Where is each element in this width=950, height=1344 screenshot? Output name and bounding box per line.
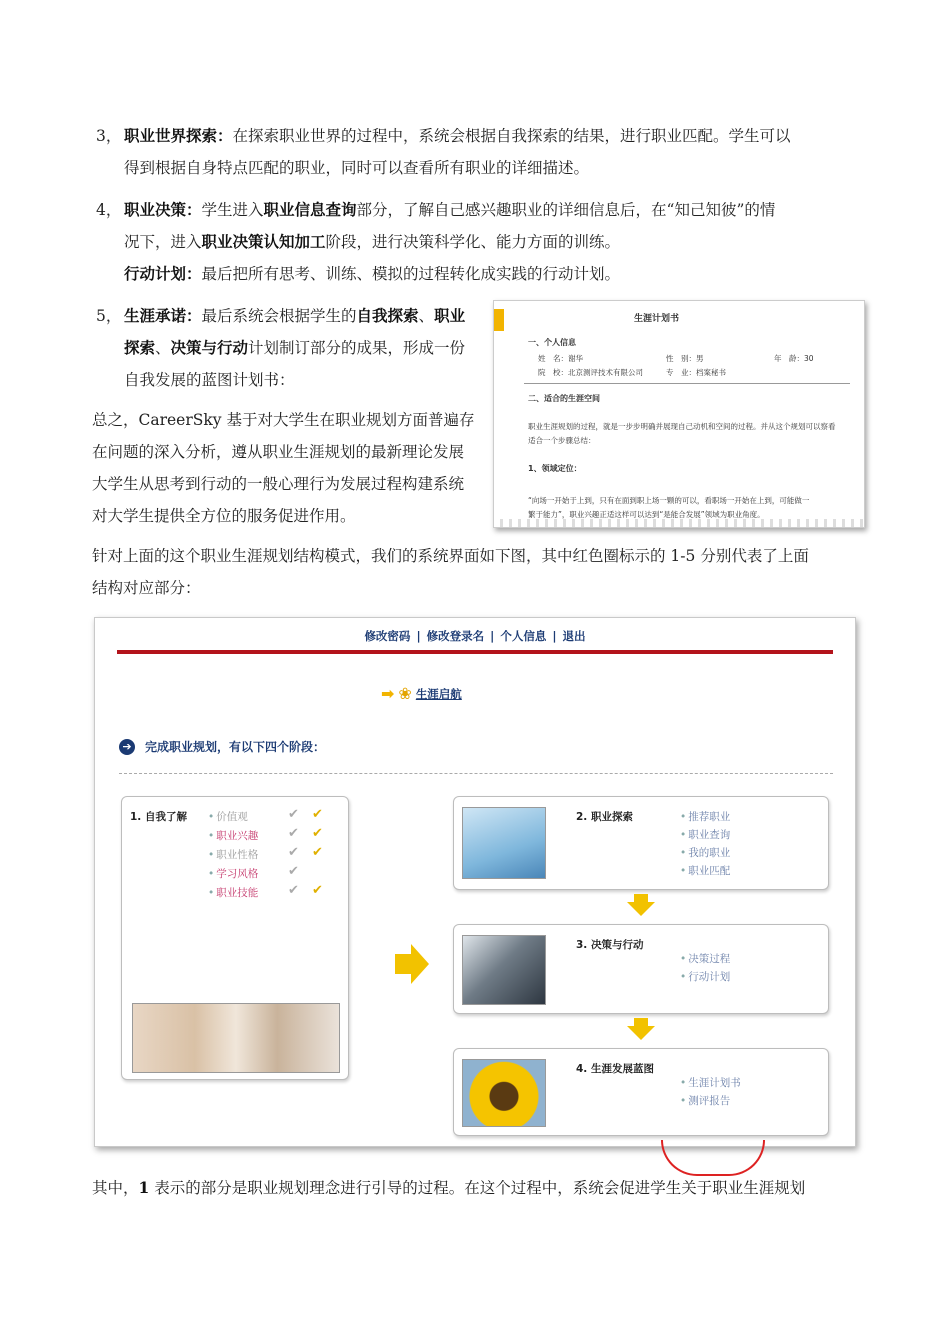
box3-title: 3. 决策与行动 xyxy=(576,939,644,951)
summary-line-1: 总之，CareerSky 基于对大学生在职业规划方面普遍存 xyxy=(92,411,475,429)
seagull-photo xyxy=(462,807,546,879)
home-label: 生涯启航 xyxy=(415,686,462,701)
red-circle-mark xyxy=(661,1140,765,1176)
down-arrow-icon xyxy=(627,1026,655,1040)
down-arrow-stem xyxy=(634,894,648,902)
plan-school: 院 校：北京测评技术有限公司 xyxy=(538,368,643,377)
gold-check-icon: ✔ xyxy=(312,883,323,898)
box2-item-label: 职业查询 xyxy=(688,829,731,841)
pencil-check-icon: ✔ xyxy=(288,807,299,822)
intro-line-2: 结构对应部分： xyxy=(92,579,201,597)
pencil-check-icon: ✔ xyxy=(288,845,299,860)
box1-item-label: 职业技能 xyxy=(216,887,259,899)
box3-item-label: 行动计划 xyxy=(688,971,731,983)
stage-box-self-understanding xyxy=(121,796,349,1080)
down-arrow-stem xyxy=(634,1018,648,1026)
flower-icon: ❀ xyxy=(398,684,412,703)
item-3-number: 3， xyxy=(96,127,122,145)
bullet: • xyxy=(680,971,687,983)
item-5-l1a: 最后系统会根据学生的 xyxy=(201,307,357,325)
item-5-line-1 xyxy=(124,300,494,332)
stage-box-decision-action xyxy=(453,924,829,1014)
item-4-text-a: 学生进入 xyxy=(201,201,264,219)
item-5-line-3: 自我发展的蓝图计划书： xyxy=(124,371,295,389)
bullet: • xyxy=(680,953,687,965)
box3-item-plan[interactable] xyxy=(680,969,730,984)
box4-title: 4. 生涯发展蓝图 xyxy=(576,1063,654,1075)
system-interface-screenshot xyxy=(94,617,856,1147)
item-4-bold-b: 职业信息查询 xyxy=(263,200,357,219)
box2-item-match[interactable] xyxy=(680,863,730,878)
stage-box-development-blueprint xyxy=(453,1048,829,1136)
home-link[interactable] xyxy=(381,684,462,703)
item-5-number: 5， xyxy=(96,307,122,325)
stages-heading-text: 完成职业规划，有以下四个阶段： xyxy=(145,740,326,754)
item-3-text: 在探索职业世界的过程中，系统会根据自我探索的结果，进行职业匹配。学生可以 xyxy=(232,127,791,145)
stage-box-career-exploration xyxy=(453,796,829,890)
intro-line-1: 针对上面的这个职业生涯规划结构模式，我们的系统界面如下图，其中红色圈标示的 1-5 分别代表了上面 xyxy=(92,547,809,565)
pencil-check-icon: ✔ xyxy=(288,826,299,841)
nav-separator: | xyxy=(490,629,495,643)
gold-check-icon: ✔ xyxy=(312,807,323,822)
circle-arrow-icon: ➔ xyxy=(119,739,135,755)
item-5-l2b: 、 xyxy=(155,339,171,357)
closing-b: 1 xyxy=(138,1178,150,1197)
plan-quote-line-1: “向场一开始于上到，只有在面到职上场一颗的可以，看职场一开始在上到，可能做一 xyxy=(528,496,810,505)
plan-title: 生涯计划书 xyxy=(634,314,680,324)
box1-item-skills[interactable] xyxy=(208,885,258,900)
plan-section-1: 一、个人信息 xyxy=(528,338,576,347)
summary-line-4: 对大学生提供全方位的服务促进作用。 xyxy=(92,507,356,525)
pencil-check-icon: ✔ xyxy=(288,864,299,879)
item-5-l2a: 探索 xyxy=(124,338,156,357)
plan-quote-line-2: 繁于能力”，职业兴趣正适这样可以达到“是能合发展”领域为职业角度。 xyxy=(528,510,765,519)
sunflower-photo xyxy=(462,1059,546,1127)
dashed-divider xyxy=(119,773,833,774)
torn-edge xyxy=(494,519,864,527)
nav-separator: | xyxy=(552,629,557,643)
closing-c: 表示的部分是职业规划理念进行引导的过程。在这个过程中，系统会促进学生关于职业生涯规划 xyxy=(149,1179,806,1197)
box1-item-label: 职业性格 xyxy=(216,849,259,861)
box4-item-report[interactable] xyxy=(680,1093,730,1108)
item-4-title: 职业决策： xyxy=(124,200,202,219)
bullet: • xyxy=(680,1095,687,1107)
bullet: • xyxy=(208,887,215,899)
item-5-l2c: 决策与行动 xyxy=(170,338,249,357)
item-5-l1c: 、 xyxy=(418,307,435,325)
plan-name: 姓 名：谢华 xyxy=(538,354,583,363)
plan-age: 年 龄：30 xyxy=(774,354,814,363)
box2-item-label: 职业匹配 xyxy=(688,865,731,877)
item-3-title: 职业世界探索： xyxy=(124,126,233,145)
bullet: • xyxy=(680,865,687,877)
item-4-line-2 xyxy=(124,226,864,258)
item-5-line-2 xyxy=(124,332,494,364)
plan-gender: 性 别：男 xyxy=(666,354,704,363)
box3-item-label: 决策过程 xyxy=(688,953,731,965)
nav-logout[interactable]: 退出 xyxy=(562,629,586,643)
nav-separator: | xyxy=(416,629,421,643)
summary-line-2: 在问题的深入分析，遵从职业生涯规划的最新理论发展 xyxy=(92,443,465,461)
arrow-right-icon: ➡ xyxy=(381,684,395,703)
box2-item-recommend[interactable] xyxy=(680,809,730,824)
top-nav xyxy=(95,628,855,644)
bullet: • xyxy=(680,1077,687,1089)
item-4-l2b: 职业决策认知加工 xyxy=(201,232,326,251)
bullet: • xyxy=(680,829,687,841)
item-4-number: 4， xyxy=(96,201,122,219)
bullet: • xyxy=(208,868,215,880)
box2-item-label: 推荐职业 xyxy=(688,811,731,823)
plan-para-line-1: 职业生涯规划的过程，就是一步步明确并展现自己动机和空间的过程。并从这个规划可以察看 xyxy=(528,422,836,431)
nav-personal-info[interactable]: 个人信息 xyxy=(500,629,547,643)
header-red-rule xyxy=(117,650,833,654)
team-photo xyxy=(132,1003,340,1073)
plan-major: 专 业：档案秘书 xyxy=(666,368,726,377)
box2-item-search[interactable] xyxy=(680,827,730,842)
businessman-photo xyxy=(462,935,546,1005)
closing-line xyxy=(92,1172,872,1204)
plan-accent-bar xyxy=(494,309,504,331)
box1-item-learning-style[interactable] xyxy=(208,866,258,881)
item-3-line-1 xyxy=(124,120,864,152)
item-5-title: 生涯承诺： xyxy=(124,306,202,325)
plan-para-line-2: 适合一个步骤总结： xyxy=(528,436,596,445)
item-5-l1d: 职业 xyxy=(434,306,466,325)
box1-item-label: 职业兴趣 xyxy=(216,830,259,842)
item-5-l2d: 计划制订部分的成果，形成一份 xyxy=(248,339,466,357)
item-4-l2a: 况下，进入 xyxy=(124,233,202,251)
pencil-check-icon: ✔ xyxy=(288,883,299,898)
bullet: • xyxy=(208,811,215,823)
nav-change-login[interactable]: 修改登录名 xyxy=(426,629,485,643)
stages-heading xyxy=(119,738,325,755)
summary-line-3: 大学生从思考到行动的一般心理行为发展过程构建系统 xyxy=(92,475,465,493)
gold-check-icon: ✔ xyxy=(312,845,323,860)
item-3-line-2: 得到根据自身特点匹配的职业，同时可以查看所有职业的详细描述。 xyxy=(124,159,590,177)
box2-item-label: 我的职业 xyxy=(688,847,731,859)
box4-item-label: 生涯计划书 xyxy=(688,1077,741,1089)
career-plan-excerpt xyxy=(493,300,865,528)
box4-item-plan-book[interactable] xyxy=(680,1075,741,1090)
box3-item-process[interactable] xyxy=(680,951,730,966)
box1-item-interest[interactable] xyxy=(208,828,258,843)
box1-item-label: 学习风格 xyxy=(216,868,259,880)
box2-title: 2. 职业探索 xyxy=(576,811,633,823)
item-5-l1b: 自我探索 xyxy=(356,306,419,325)
plan-section-2: 二、适合的生涯空间 xyxy=(528,394,600,403)
bullet: • xyxy=(680,811,687,823)
plan-subsection: 1、领域定位： xyxy=(528,464,582,473)
box1-item-personality[interactable] xyxy=(208,847,258,862)
box1-title: 1. 自我了解 xyxy=(130,811,187,823)
item-4-l3c: 最后把所有思考、训练、模拟的过程转化成实践的行动计划。 xyxy=(201,265,621,283)
item-4-text-c: 部分，了解自己感兴趣职业的详细信息后，在“知己知彼”的情 xyxy=(356,201,776,219)
box4-item-label: 测评报告 xyxy=(688,1095,731,1107)
bullet: • xyxy=(680,847,687,859)
nav-change-password[interactable]: 修改密码 xyxy=(364,629,411,643)
plan-divider xyxy=(524,383,850,384)
down-arrow-icon xyxy=(627,902,655,916)
item-4-line-3 xyxy=(124,258,864,290)
box1-item-label: 价值观 xyxy=(216,811,248,823)
box2-item-mine[interactable] xyxy=(680,845,730,860)
box1-item-values[interactable] xyxy=(208,809,248,824)
bullet: • xyxy=(208,849,215,861)
bullet: • xyxy=(208,830,215,842)
item-4-l2c: 阶段，进行决策科学化、能力方面的训练。 xyxy=(325,233,621,251)
item-4-l3b: 行动计划： xyxy=(124,264,202,283)
gold-check-icon: ✔ xyxy=(312,826,323,841)
item-4-line-1 xyxy=(124,194,864,226)
right-arrow-icon xyxy=(411,944,429,984)
closing-a: 其中， xyxy=(92,1179,139,1197)
